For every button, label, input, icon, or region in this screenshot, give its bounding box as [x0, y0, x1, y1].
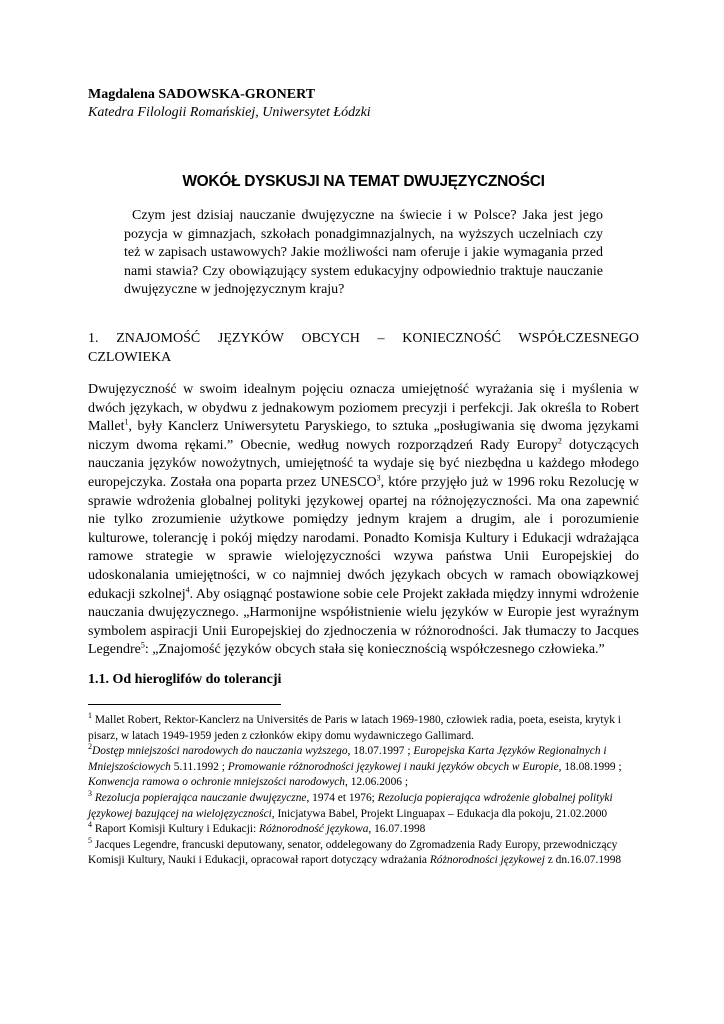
footnote-text: , 16.07.1998	[368, 823, 426, 836]
footnote	[88, 744, 639, 791]
footnote-text: , 1974 et 1976;	[306, 791, 378, 804]
body-text-part: , które przyjęło już w 1996 roku Rezolucję w sprawie wdrożenia globalnej polityki językowej opartej na różnojęzyczności. Ma ona zapewnić nie tylko zrozumienie użytkowe pomiędzy jednym krajem a drugim, ale i porozumienie kulturowe, tolerancję i pokój między narodami. Ponadto Komisja Kultury i Edukacji wdrażająca ramowe strategie w sprawie wielojęzyczności wzywa państwa Unii Europejskiej do udoskonalania umiejętności, w co najmniej dwóch językach obcych w ramach obowiązkowej edukacji szkolnej	[88, 474, 640, 602]
subsection-heading: 1.1. Od hieroglifów do tolerancji	[88, 672, 282, 687]
section-heading: 1. ZNAJOMOŚĆ JĘZYKÓW OBCYCH – KONIECZNOŚĆ WSPÓŁCZESNEGO CZLOWIEKA	[88, 331, 639, 365]
footnote-text: , 18.08.1999 ;	[558, 760, 622, 773]
paper-title: WOKÓŁ DYSKUSJI NA TEMAT DWUJĘZYCZNOŚCI	[182, 173, 545, 190]
footnote-number: 3	[88, 789, 92, 799]
footnote	[88, 791, 639, 822]
footnote-text: Europejska Karta Języków Regionalnych i Mniejszościowych	[88, 745, 607, 773]
footnote-text: z dn.16.07.1998	[544, 854, 622, 867]
body-text-part: Dwujęzyczność w swoim idealnym pojęciu oznacza umiejętność wyrażania się i myślenia w dwóch językach, w obydwu z jednakowym poziomem precyzji i perfekcji. Jak określa to Robert Mallet	[88, 382, 639, 435]
author-name: Magdalena SADOWSKA-GRONERT	[88, 87, 316, 102]
footnote-text: , 12.06.2006 ;	[345, 776, 408, 789]
footnote-ref[interactable]: 1	[124, 417, 129, 427]
footnote-text: , 18.07.1997 ;	[347, 745, 414, 758]
footnotes	[88, 713, 639, 869]
footnote	[88, 835, 639, 869]
footnote-text: Raport Komisji Kultury i Edukacji:	[92, 823, 260, 836]
body-text-part: dotyczących nauczania języków nowożytnych, umiejętność ta wydaje się być niezbędna u każdego młodego europejczyka. Została ona poparta przez UNESCO	[88, 437, 639, 490]
footnote-text: Różnorodność językowa	[259, 823, 369, 836]
footnote	[88, 822, 639, 838]
body-text-part: . Aby osiągnąć postawione sobie cele Projekt zakłada między innymi wdrożenie nauczania dwujęzycznego. „Harmonijne współistnienie wielu języków w Europie jest wyraźnym symbolem aspiracji Unii Europejskiej do zjednoczenia w różnorodności. Jak tłumaczy to Jacques Legendre	[88, 586, 639, 658]
footnote-ref[interactable]: 2	[557, 436, 562, 446]
footnote-text: Rezolucja popierająca nauczanie dwujęzyczne	[92, 791, 307, 804]
footnote-number: 4	[88, 820, 92, 830]
footnote-text: Konwencja ramowa o ochronie mniejszości narodowych	[88, 776, 346, 789]
footnote-text: Rezolucja popierająca wdrożenie globalnej polityki językowej bazującej na wielojęzyczności	[88, 791, 613, 820]
footnote-text: Promowanie różnorodności językowej i nauki języków obcych w Europie	[227, 760, 559, 773]
footnote-text: Dostęp mniejszości narodowych do nauczania wyższego	[92, 745, 348, 758]
body-text-part: : „Znajomość języków obcych stała się koniecznością współczesnego człowieka.”	[144, 642, 605, 658]
author-affiliation: Katedra Filologii Romańskiej, Uniwersytet Łódzki	[88, 105, 371, 120]
footnote	[88, 713, 639, 744]
footnote-text: , Inicjatywa Babel, Projekt Linguapax – Edukacja dla pokoju, 21.02.2000	[271, 807, 608, 820]
footnote-divider	[88, 704, 281, 705]
footnote-ref[interactable]: 5	[140, 640, 145, 650]
footnote-ref[interactable]: 3	[376, 473, 381, 483]
footnote-ref[interactable]: 4	[185, 584, 190, 594]
footnote-number: 5	[88, 835, 92, 845]
footnote-text: 5.11.1992 ;	[170, 760, 228, 773]
footnote-text: Różnorodności językowej	[429, 854, 545, 867]
footnote-number: 2	[88, 742, 92, 752]
footnote-text: Mallet Robert, Rektor-Kanclerz na Universités de Paris w latach 1969-1980, człowiek radia, poeta, eseista, krytyk i pisarz, w latach 1949-1959 jeden z członków ekipy domu wydawniczego Gallimard.	[88, 714, 621, 742]
footnote-number: 1	[88, 711, 92, 721]
body-paragraph	[88, 381, 639, 660]
body-text-part: , były Kanclerz Uniwersytetu Paryskiego, to sztuka „posługiwania się dwoma językami niczym dwoma rękami.” Obecnie, według nowych rozporządzeń Rady Europy	[88, 419, 639, 453]
footnote-text: Jacques Legendre, francuski deputowany, senator, oddelegowany do Zgromadzenia Rady Europy, przewodniczący Komisji Kultury, Nauki i Edukacji, opracował raport dotyczący wdrażania	[88, 838, 618, 867]
abstract: Czym jest dzisiaj nauczanie dwujęzyczne na świecie i w Polsce? Jaka jest jego pozycja w gimnazjach, szkołach ponadgimnazjalnych, na wyższych uczelniach czy też w zapisach ustawowych? Jakie możliwości nam oferuje i jakie wymagania przed nami stawia? Czy obowiązujący system edukacyjny odpowiednio traktuje nauczanie dwujęzyczne w jednojęzycznym kraju?	[124, 208, 603, 298]
